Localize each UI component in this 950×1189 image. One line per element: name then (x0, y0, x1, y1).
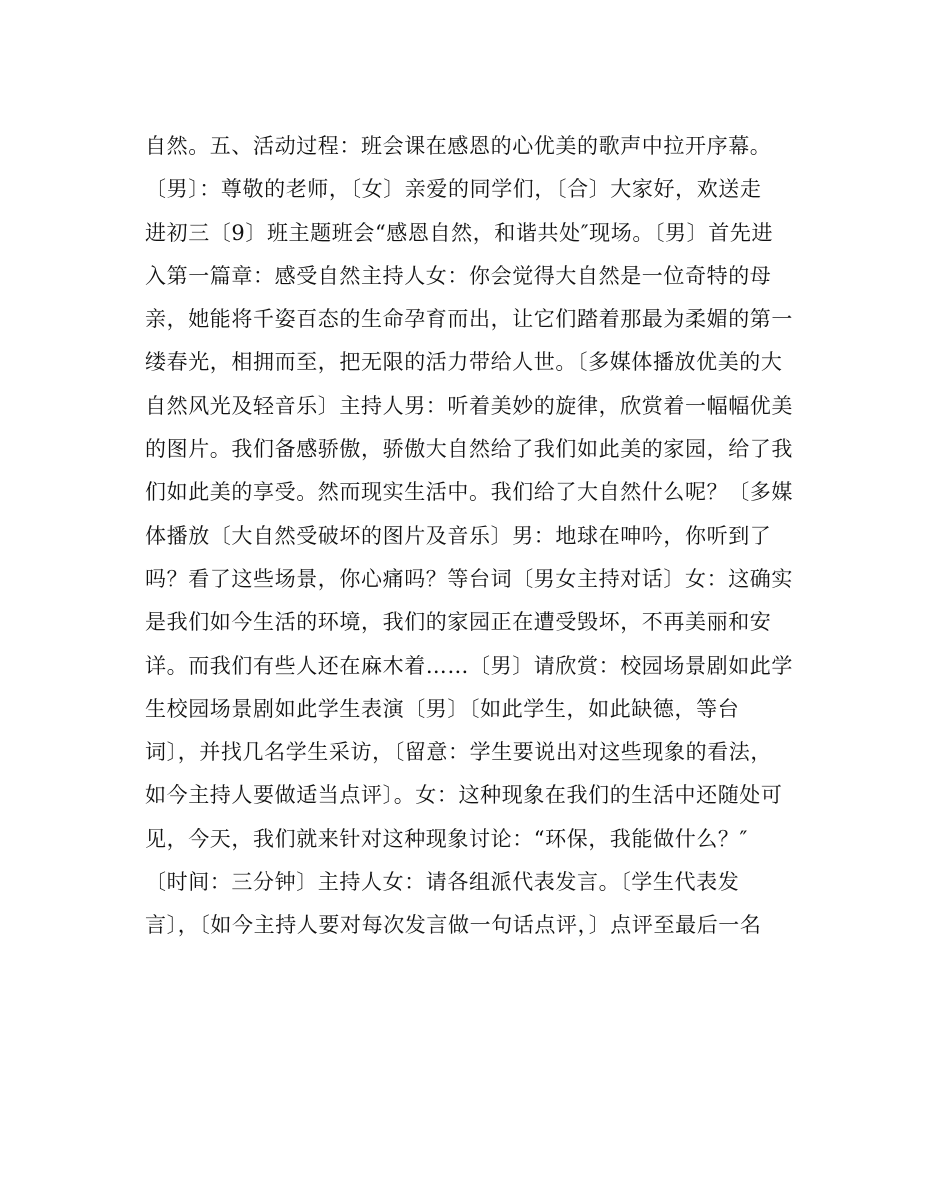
text-line: 〔男〕：尊敬的老师，〔女〕亲爱的同学们，〔合〕大家好，欢送走 (145, 177, 762, 202)
text-line: 生校园场景剧如此学生表演〔男〕〔如此学生，如此缺德，等台 (145, 696, 740, 721)
text-line: 〔时间：三分钟〕主持人女：请各组派代表发言。〔学生代表发 (145, 870, 740, 895)
text-line: 吗？看了这些场景，你心痛吗？等台词〔男女主持对话〕女：这确实 (145, 566, 793, 591)
text-line: 体播放〔大自然受破坏的图片及音乐〕男：地球在呻吟，你听到了 (145, 523, 772, 548)
text-line: 如今主持人要做适当点评〕。女：这种现象在我们的生活中还随处可 (145, 783, 783, 808)
text-line: 是我们如今生活的环境，我们的家园正在遭受毁坏，不再美丽和安 (145, 610, 772, 635)
text-line: 的图片。我们备感骄傲，骄傲大自然给了我们如此美的家园，给了我 (145, 437, 793, 462)
text-line: 词〕，并找几名学生采访，〔留意：学生要说出对这些现象的看法， (145, 740, 772, 765)
text-line: 缕春光，相拥而至，把无限的活力带给人世。〔多媒体播放优美的大 (145, 350, 783, 375)
text-line: 详。而我们有些人还在麻木着……〔男〕请欣赏：校园场景剧如此学 (145, 653, 793, 678)
text-line: 进初三〔9〕班主题班会“感恩自然，和谐共处″现场。〔男〕首先进 (145, 220, 774, 245)
text-line: 亲，她能将千姿百态的生命孕育而出，让它们踏着那最为柔媚的第一 (145, 307, 793, 332)
body-text (145, 125, 805, 948)
text-line: 见，今天，我们就来针对这种现象讨论：“环保，我能做什么？″ (145, 826, 748, 851)
text-line: 入第一篇章：感受自然主持人女：你会觉得大自然是一位奇特的母 (145, 263, 772, 288)
text-line: 言〕，〔如今主持人要对每次发言做一句话点评，〕点评至最后一名 (145, 913, 762, 938)
text-line: 自然风光及轻音乐〕主持人男：听着美妙的旋律，欣赏着一幅幅优美 (145, 393, 793, 418)
text-line: 自然。五、活动过程：班会课在感恩的心优美的歌声中拉开序幕。 (145, 134, 772, 158)
text-line: 们如此美的享受。然而现实生活中。我们给了大自然什么呢？〔多媒 (145, 480, 793, 505)
